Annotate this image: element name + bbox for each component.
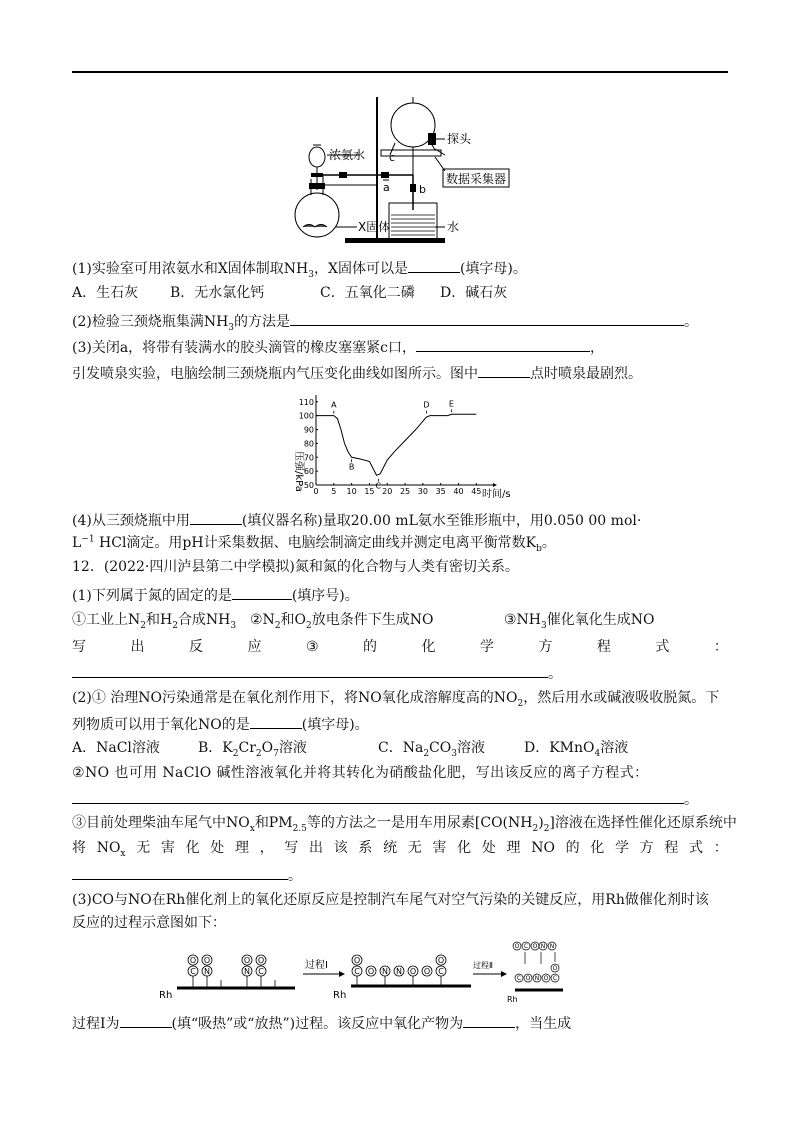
annotation-a: A [331, 400, 337, 410]
annotation-d: D [423, 400, 430, 410]
q1-line5: (4)从三颈烧瓶中用 (填仪器名称)量取20.00 mL氨水至锥形瓶中，用0.050 00 mol· [72, 509, 732, 531]
q12-opts2 [72, 738, 732, 758]
pressure-series-line [316, 414, 476, 475]
chart-ylabel: 压强/kPa [293, 451, 304, 492]
q12-p2b: 列物质可以用于氧化NO的是 (填字母)。 [72, 713, 732, 735]
y-tick-label: 110 [298, 397, 314, 407]
answer-blank-12[interactable] [463, 1012, 515, 1028]
process-diagram [155, 938, 565, 1006]
y-tick-label: 50 [303, 481, 314, 490]
answer-blank-5[interactable] [190, 509, 242, 525]
q12-title: 12．(2022·四川泸县第二中学模拟)氮和氮的化合物与人类有密切关系。 [72, 559, 519, 575]
x-tick-label: 10 [346, 487, 357, 496]
option-2b: B．$K_2Cr_2O_7$溶液 [198, 740, 307, 759]
x-axis-arrow [493, 483, 497, 487]
q12-p2c-answer: 。 [72, 788, 732, 810]
q1-line3: (3)关闭a，将带有装满水的胶头滴管的橡皮塞塞紧c口， ， [72, 336, 732, 358]
svg-text:N: N [549, 943, 555, 950]
x-tick-label: 35 [435, 487, 446, 496]
answer-blank-3[interactable] [416, 336, 590, 352]
chart-xlabel: 时间/s [482, 489, 511, 500]
svg-text:O: O [543, 975, 549, 982]
option-d: D．碱石灰 [440, 285, 508, 301]
svg-text:O: O [353, 956, 361, 965]
answer-blank-10[interactable] [72, 864, 288, 880]
rh-label-1: Rh [159, 990, 173, 1001]
svg-text:O: O [423, 967, 431, 976]
rh-label-3: Rh [507, 995, 518, 1004]
svg-text:N: N [396, 967, 402, 976]
option-2c: C．$Na_2CO_3$溶液 [378, 740, 485, 759]
answer-blank-2[interactable] [290, 310, 684, 326]
q12-p2f: 。 [72, 864, 732, 886]
label-b: b [419, 183, 426, 196]
x-tick-label: 45 [471, 487, 482, 496]
svg-text:N: N [382, 967, 388, 976]
apparatus-figure [285, 95, 525, 245]
svg-text:C: C [516, 975, 522, 982]
y-tick-label: 80 [303, 439, 314, 449]
annotation-c: C [375, 481, 382, 491]
svg-text:O: O [257, 956, 265, 965]
q12-p2d: ③目前处理柴油车尾气中$NO_x$和$PM_{2.5}$等的方法之一是用车用尿素$[CO(NH_2)_2]$溶液在选择性催化还原系统中 [72, 815, 737, 834]
x-tick-label: 5 [331, 487, 337, 496]
label-collector: 数据采集器 [446, 172, 507, 186]
answer-blank-7[interactable] [72, 662, 548, 678]
label-x-solid: X固体 [358, 220, 391, 234]
x-tick-label: 20 [382, 487, 393, 496]
y-tick-label: 60 [303, 467, 314, 477]
svg-text:O: O [189, 956, 197, 965]
svg-text:O: O [552, 965, 558, 972]
svg-text:N: N [534, 975, 540, 982]
answer-blank-8[interactable] [250, 713, 302, 729]
top-rule [72, 71, 728, 73]
q12-write-answer: 。 [72, 662, 732, 684]
y-tick-label: 100 [298, 411, 314, 421]
svg-text:O: O [243, 956, 251, 965]
option-a: A．生石灰 [72, 285, 139, 301]
y-tick-label: 70 [303, 453, 314, 463]
q1-options [72, 283, 732, 303]
rh-label-2: Rh [333, 990, 347, 1001]
svg-text:O: O [409, 967, 417, 976]
pressure-chart [282, 393, 512, 500]
q12-p1: (1)下列属于氮的固定的是 (填序号)。 [72, 584, 732, 606]
svg-text:C: C [354, 967, 360, 976]
y-tick-label: 90 [303, 425, 314, 435]
answer-blank-9[interactable] [72, 788, 684, 804]
process2-label: 过程Ⅱ [473, 961, 493, 970]
svg-text:N: N [244, 967, 250, 976]
svg-text:C: C [552, 975, 558, 982]
answer-blank-4[interactable] [478, 362, 530, 378]
svg-text:N: N [204, 967, 210, 976]
label-a: a [383, 181, 390, 194]
q12-p2a: (2)① 治理NO污染通常是在氧化剂作用下，将NO氧化成溶解度高的$NO_2$，然后用水或碱液吸收脱氮。下 [72, 690, 720, 709]
x-tick-label: 25 [399, 487, 411, 496]
option-2d: D．KMnO$_4$溶液 [524, 740, 629, 759]
svg-text:O: O [367, 967, 375, 976]
answer-blank-6[interactable] [232, 584, 292, 600]
annotation-e: E [448, 399, 454, 409]
q12-p3a: (3)CO与NO在Rh催化剂上的氧化还原反应是控制汽车尾气对空气污染的关键反应，用Rh做催化剂时该 [72, 892, 709, 908]
q12-items: ①工业上$N_2$和$H_2$合成$NH_3$ $②N_2$和$O_2$放电条件下生成NO $③NH_3$催化氧化生成NO [72, 612, 655, 631]
label-c: c [389, 151, 396, 164]
label-ammonia: 浓氨水 [329, 148, 366, 162]
q12-p3b: 反应的过程示意图如下： [72, 915, 226, 931]
x-tick-label: 0 [313, 487, 319, 496]
annotation-b: B [348, 462, 355, 472]
q12-p2c: ②NO 也可用 NaClO 碱性溶液氧化并将其转化为硝酸盐化肥，写出该反应的离子方程式： [72, 765, 649, 781]
q12-p2e: 将 $NO_x$ 无 害 化 处 理 ， 写 出 该 系 统 无 害 化 处 理 NO 的 化 学 方 程 式 ： [72, 840, 728, 859]
svg-text:O: O [532, 943, 538, 950]
x-tick-label: 40 [453, 487, 464, 496]
x-tick-label: 15 [364, 487, 375, 496]
svg-text:N: N [540, 943, 546, 950]
q1-line1: (1)实验室可用浓氨水和X固体制取$NH_3$，X固体可以是 (填字母)。 [72, 257, 732, 279]
q1-line4: 引发喷泉实验，电脑绘制三颈烧瓶内气压变化曲线如图所示。图中 点时喷泉最剧烈。 [72, 362, 732, 384]
q12-write-line: 写 出 反 应 ③ 的 化 学 方 程 式 ： [72, 639, 728, 655]
label-water: 水 [447, 220, 460, 234]
svg-text:C: C [523, 943, 529, 950]
answer-blank-1[interactable] [408, 257, 460, 273]
svg-text:C: C [438, 967, 444, 976]
answer-blank-11[interactable] [120, 1012, 172, 1028]
option-2a: A．NaCl溶液 [72, 740, 160, 756]
svg-text:C: C [190, 967, 196, 976]
svg-text:O: O [514, 943, 520, 950]
q1-line6: $L^{-1}$ HCl滴定。用pH计采集数据、电脑绘制滴定曲线并测定电离平衡常数$K_b$。 [72, 534, 556, 554]
q12-last: 过程Ⅰ为 (填“吸热”或“放热”)过程。该反应中氧化产物为 ，当生成 [72, 1012, 732, 1034]
svg-text:C: C [258, 967, 264, 976]
svg-text:O: O [525, 975, 531, 982]
option-c: C．五氧化二磷 [320, 285, 415, 301]
option-b: B．无水氯化钙 [170, 285, 265, 301]
svg-text:O: O [203, 956, 211, 965]
svg-text:O: O [437, 956, 445, 965]
x-tick-label: 30 [417, 487, 428, 496]
process1-label: 过程Ⅰ [305, 960, 328, 971]
label-probe: 探头 [447, 132, 472, 146]
q1-line2: (2)检验三颈烧瓶集满$NH_3$的方法是 。 [72, 310, 732, 332]
